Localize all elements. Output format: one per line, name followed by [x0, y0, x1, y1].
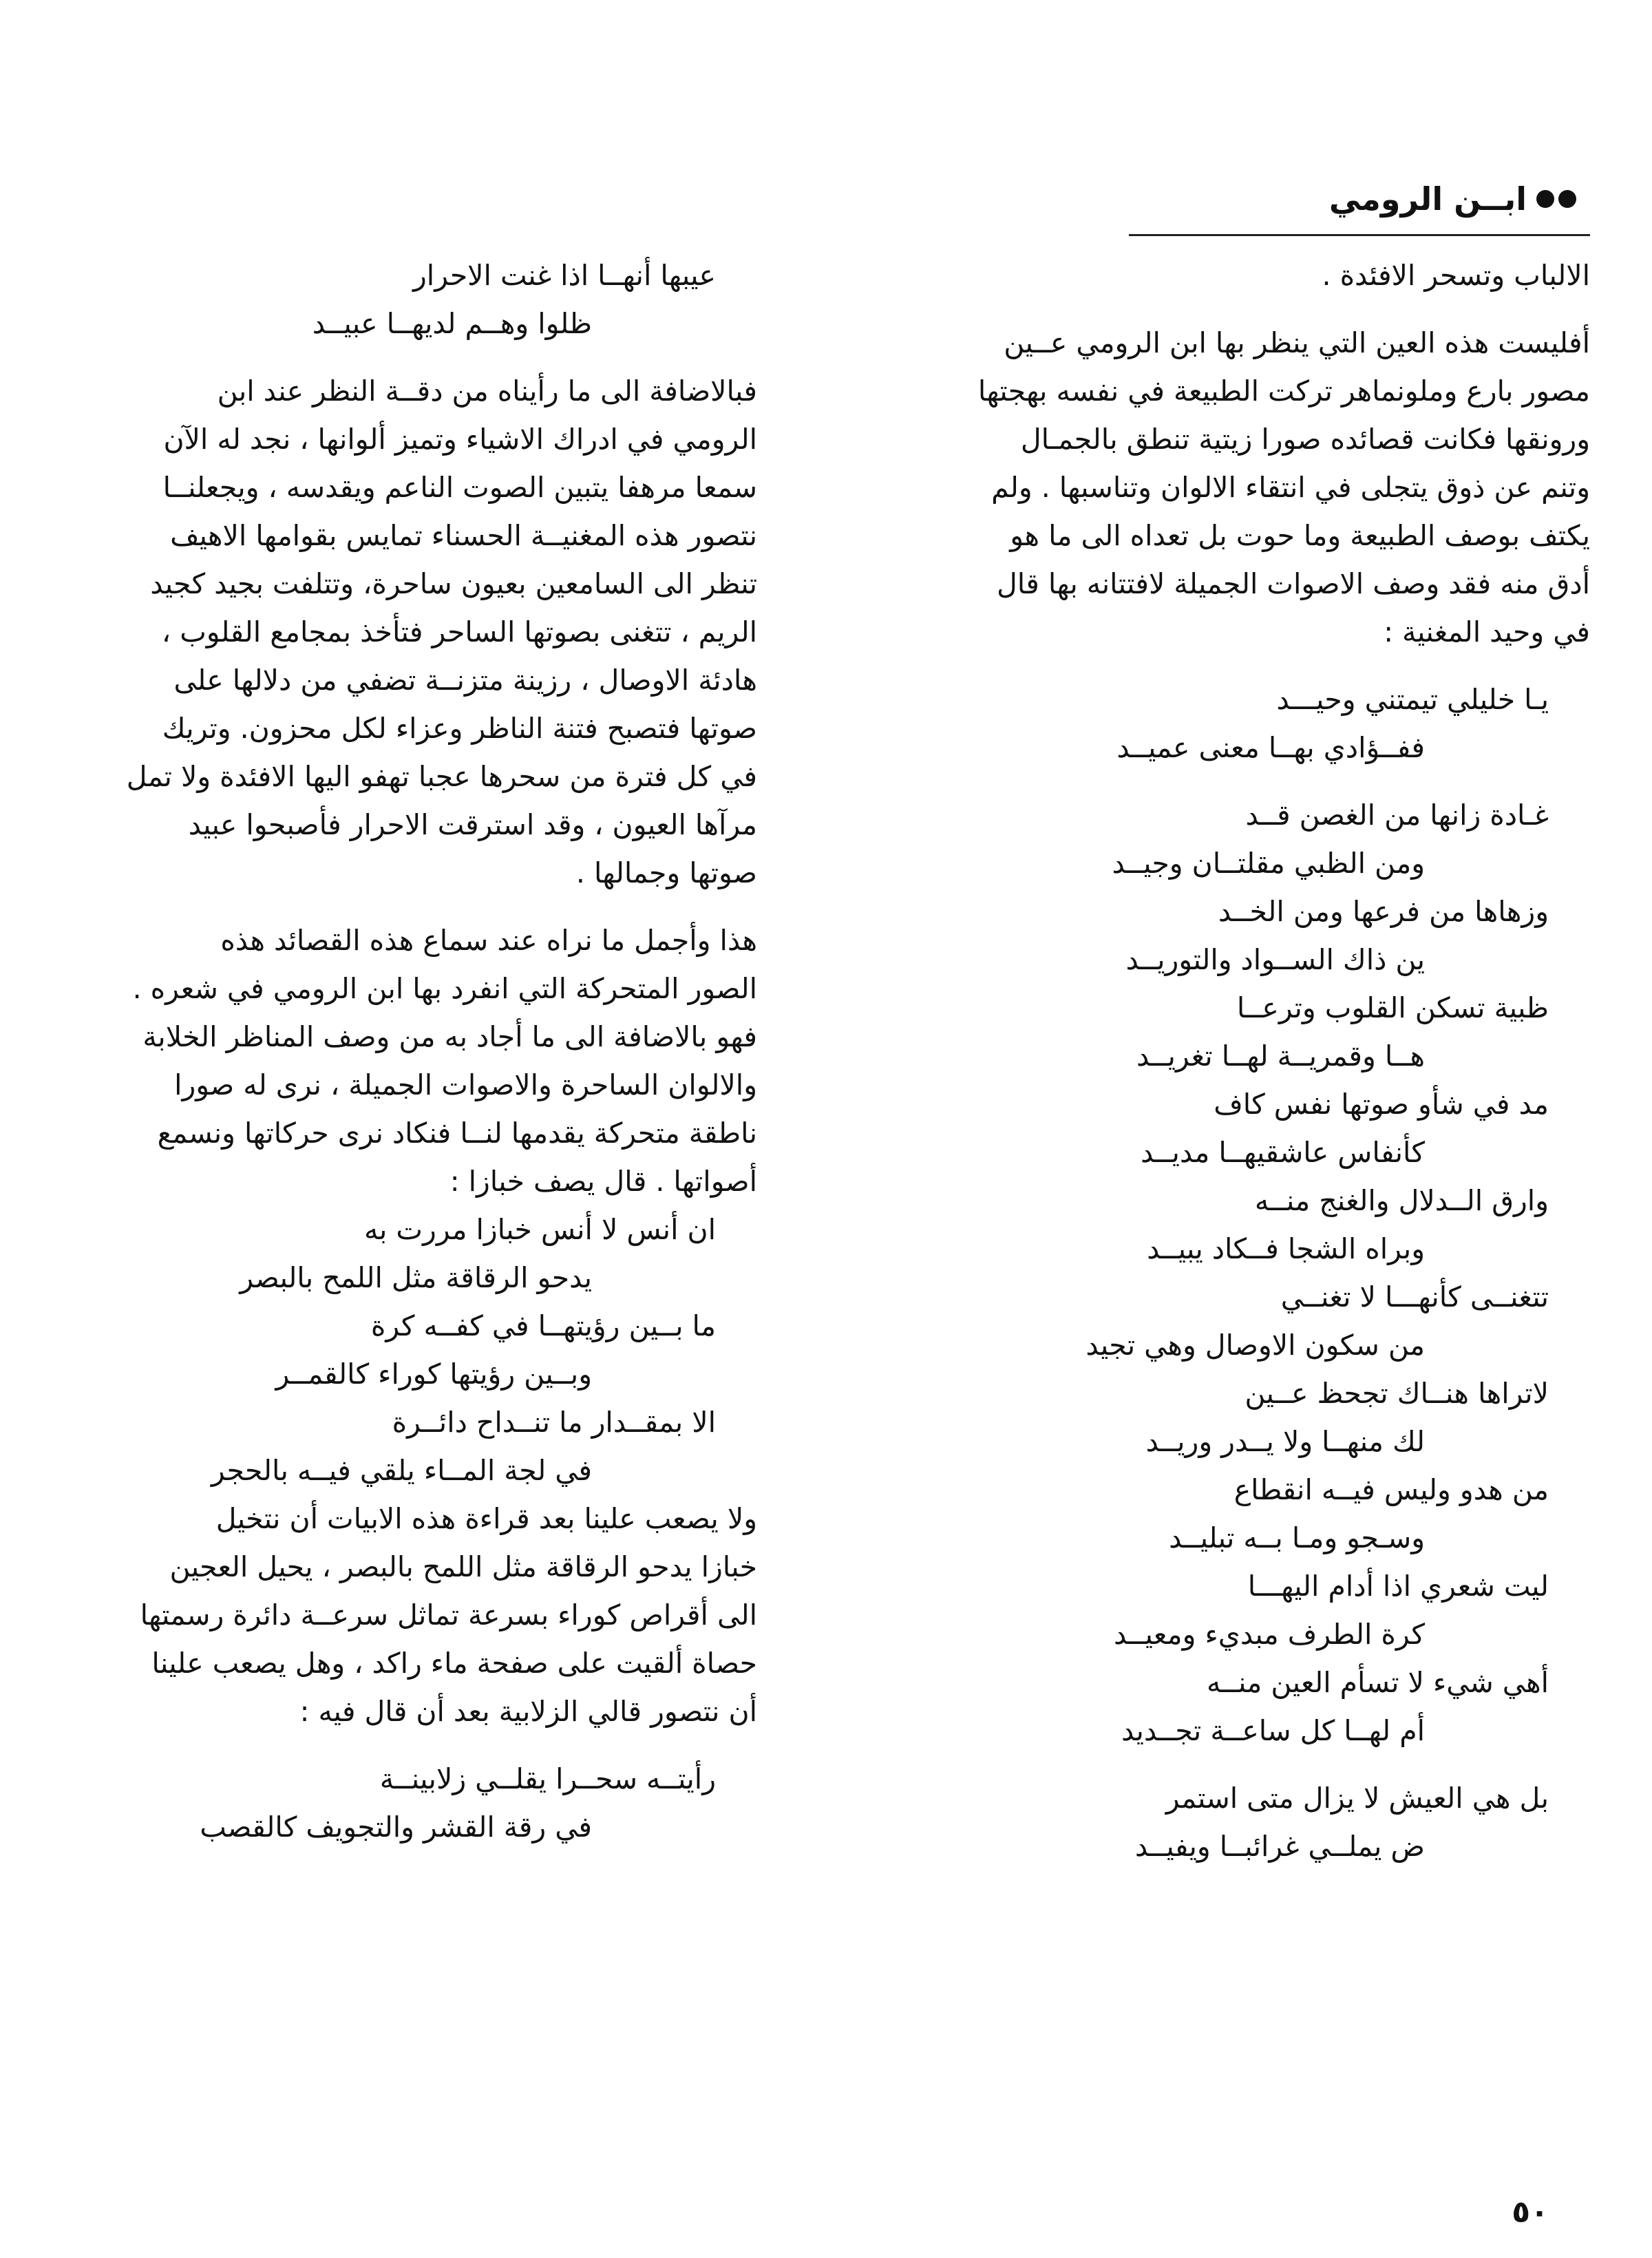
- verse-top: [69, 251, 757, 348]
- left-column: [69, 251, 757, 1851]
- verse-first-half: ما بــين رؤيتهــا في كفــه كرة: [370, 1309, 716, 1342]
- verse-second-half: ض يملــي غرائبــا ويفيــد: [1134, 1830, 1425, 1863]
- paragraph-right: [888, 319, 1590, 656]
- text-line: فبالاضافة الى ما رأيناه من دقــة النظر عند ابن: [217, 374, 757, 408]
- verse-second-half: أم لهــا كل ساعــة تجــديد: [1121, 1714, 1425, 1747]
- bullet-icon: [1558, 190, 1576, 208]
- verse-bottom: [69, 1755, 757, 1851]
- text-line: الصور المتحركة التي انفرد بها ابن الرومي في شعره .: [132, 972, 757, 1005]
- verse-first-half: مد في شأو صوتها نفس كاف: [1214, 1088, 1549, 1121]
- text-line: فهو بالاضافة الى ما أجاد به من وصف المناظر الخلابة: [142, 1020, 757, 1053]
- verse-second-half: كأنفاس عاشقيهــا مديــد: [1140, 1136, 1425, 1169]
- verse-second-half: كرة الطرف مبديء ومعيــد: [1113, 1618, 1425, 1651]
- verse-first-half: ظبية تسكن القلوب وترعــا: [1236, 991, 1549, 1024]
- paragraph-left-3: [69, 1495, 757, 1735]
- verse-first-half: بل هي العيش لا يزال متى استمر: [1165, 1782, 1549, 1815]
- text-line: والالوان الساحرة والاصوات الجميلة ، نرى له صورا: [174, 1068, 757, 1101]
- verses-mid: [69, 1205, 757, 1495]
- text-line: ورونقها فكانت قصائده صورا زيتية تنطق بالجمـال: [1020, 423, 1590, 456]
- verse-second-half: ففــؤادي بهــا معنى عميــد: [1116, 731, 1425, 764]
- opening-line: الالباب وتسحر الافئدة .: [1322, 259, 1590, 292]
- verse-second-half: وبراه الشجا فــكاد يبيــد: [1147, 1232, 1425, 1265]
- verse-second-half: ين ذاك الســواد والتوريــد: [1125, 943, 1425, 976]
- text-line: الريم ، تتغنى بصوتها الساحر فتأخذ بمجامع القلوب ،: [161, 615, 757, 648]
- text-line: خبازا يدحو الرقاقة مثل اللمح بالبصر ، يحيل العجين: [169, 1550, 757, 1583]
- bullet-icon: [1536, 190, 1554, 208]
- verse-first-half: يـا خليلي تيمتني وحيـــد: [1276, 683, 1549, 716]
- text-line: يكتف بوصف الطبيعة وما حوت بل تعداه الى ما هو: [1010, 519, 1590, 552]
- text-line: حصاة ألقيت على صفحة ماء راكد ، وهل يصعب علينا: [151, 1647, 757, 1680]
- verse-first-half: ان أنس لا أنس خبازا مررت به: [364, 1213, 716, 1246]
- poem-verses: [888, 675, 1590, 1870]
- verse-first-half: من هدو وليس فيــه انقطاع: [1233, 1473, 1549, 1506]
- text-line: أصواتها . قال يصف خبازا :: [449, 1165, 757, 1198]
- verse-second-half: هــا وقمريــة لهــا تغريــد: [1136, 1040, 1425, 1073]
- right-column: [888, 251, 1590, 1870]
- verse-first-half: أهي شيء لا تسأم العين منــه: [1207, 1666, 1549, 1699]
- text-line: نتصور هذه المغنيــة الحسناء تمايس بقوامها الاهيف: [170, 519, 757, 552]
- verse-first-half: وارق الــدلال والغنج منــه: [1254, 1184, 1549, 1217]
- text-line: أفليست هذه العين التي ينظر بها ابن الرومي عــين: [1004, 326, 1590, 359]
- text-line: في كل فترة من سحرها عجبا تهفو اليها الافئدة ولا تمل: [126, 760, 757, 793]
- running-header: [1329, 180, 1576, 218]
- paragraph-left-1: [69, 367, 757, 897]
- verse-first-half: رأيتــه سحــرا يقلــي زلابينــة: [379, 1762, 716, 1795]
- text-line: ناطقة متحركة يقدمها لنــا فنكاد نرى حركاتها ونسمع: [157, 1117, 757, 1150]
- text-line: ولا يصعب علينا بعد قراءة هذه الابيات أن نتخيل: [215, 1502, 757, 1535]
- text-line: هذا وأجمل ما نراه عند سماع هذه القصائد هذه: [220, 924, 757, 957]
- verse-second-half: لك منهــا ولا يــدر وريــد: [1145, 1425, 1425, 1458]
- verse-second-half: وسـجو ومـا بــه تبليــد: [1169, 1521, 1425, 1554]
- verse-second-half: وبــين رؤيتها كوراء كالقمــر: [275, 1358, 592, 1391]
- text-line: تنظر الى السامعين بعيون ساحرة، وتتلفت بجيد كجيد: [150, 567, 757, 600]
- verse-second-half: يدحو الرقاقة مثل اللمح بالبصر: [240, 1261, 592, 1294]
- verse-first-half: لاتراها هنــاك تجحظ عــين: [1245, 1377, 1549, 1410]
- paragraph-left-2: [69, 916, 757, 1205]
- verse-first-half: تتغنــى كأنهـــا لا تغنــي: [1280, 1280, 1549, 1313]
- verse-second-half: في لجة المــاء يلقي فيــه بالحجر: [211, 1454, 592, 1487]
- text-line: وتنم عن ذوق يتجلى في انتقاء الالوان وتناسبها . ولم: [991, 471, 1590, 504]
- text-line: الى أقراص كوراء بسرعة تماثل سرعــة دائرة رسمتها: [140, 1598, 757, 1632]
- page-number: ٥٠: [1512, 2195, 1549, 2230]
- text-line: سمعا مرهفا يتبين الصوت الناعم ويقدسه ، ويجعلنــا: [162, 471, 757, 504]
- verse-second-half: ظلوا وهــم لديهــا عبيــد: [312, 307, 592, 340]
- header-bullets: [1536, 190, 1576, 208]
- header-rule: [1129, 234, 1590, 236]
- header-title: ابــن الرومي: [1328, 180, 1527, 218]
- verse-second-half: من سكون الاوصال وهي تجيد: [1086, 1329, 1425, 1362]
- text-line: مصور بارع وملونماهر تركت الطبيعة في نفسه بهجتها: [977, 374, 1590, 408]
- text-line: صوتها فتصبح فتنة الناظر وعزاء لكل محزون. وتريك: [162, 712, 757, 745]
- verse-first-half: غـادة زانها من الغصن قــد: [1245, 799, 1549, 832]
- verse-second-half: ومن الظبي مقلتــان وجيــد: [1112, 847, 1425, 880]
- verse-first-half: وزهاها من فرعها ومن الخــد: [1218, 895, 1549, 928]
- text-line: أدق منه فقد وصف الاصوات الجميلة لافتتانه بها قال: [997, 567, 1590, 600]
- verse-second-half: في رقة القشر والتجويف كالقصب: [200, 1811, 592, 1844]
- text-line: في وحيد المغنية :: [1384, 615, 1590, 648]
- text-line: صوتها وجمالها .: [575, 856, 757, 889]
- verse-first-half: عيبها أنهــا اذا غنت الاحرار: [413, 259, 716, 292]
- text-line: مرآها العيون ، وقد استرقت الاحرار فأصبحوا عبيد: [188, 808, 757, 841]
- verse-first-half: الا بمقــدار ما تنــداح دائــرة: [392, 1406, 716, 1439]
- text-line: أن نتصور قالي الزلابية بعد أن قال فيه :: [299, 1695, 757, 1728]
- verse-first-half: ليت شعري اذا أدام اليهـــا: [1247, 1570, 1549, 1603]
- text-line: هادئة الاوصال ، رزينة متزنــة تضفي من دلالها على: [173, 664, 757, 697]
- text-line: الرومي في ادراك الاشياء وتميز ألوانها ، نجد له الآن: [163, 423, 757, 456]
